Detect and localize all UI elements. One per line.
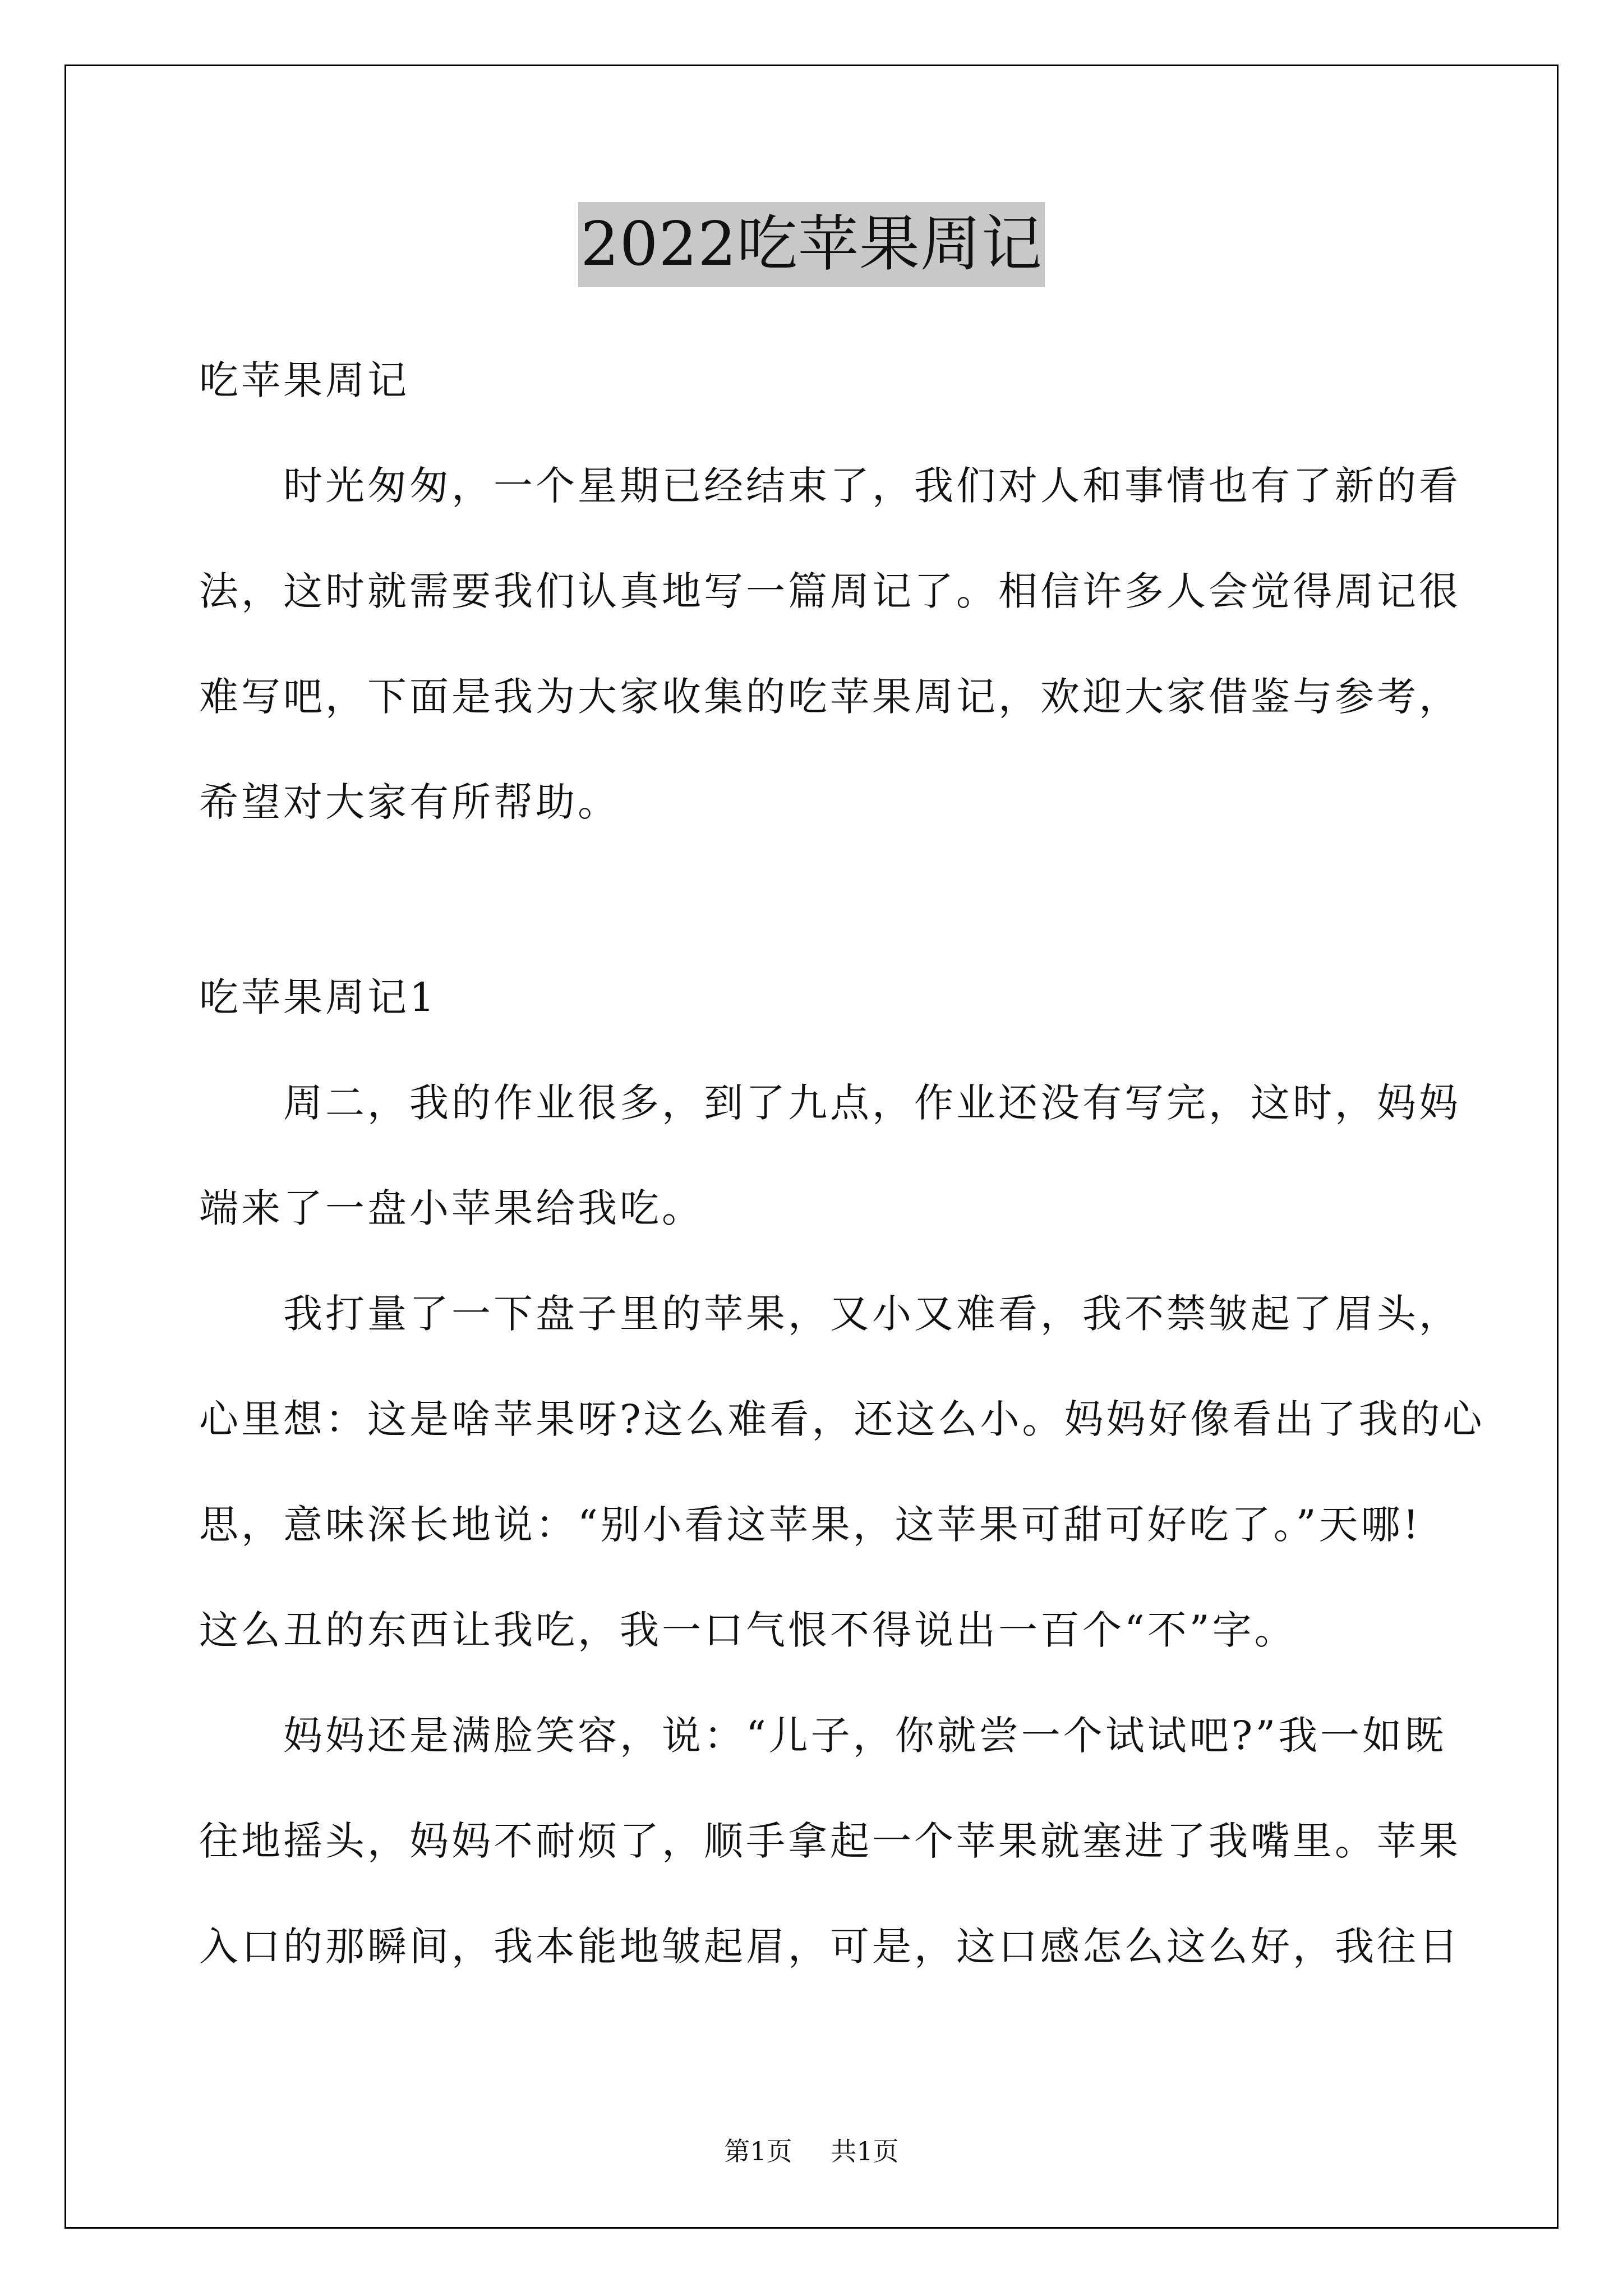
page-footer [0,2134,1623,2168]
document-body [199,339,1485,2011]
body-line: 端来了一盘小苹果给我吃。 [199,1185,704,1231]
section-spacer [199,867,1461,956]
body-line: 周二，我的作业很多，到了九点，作业还没有写完，这时，妈妈 [283,1080,1461,1126]
intro-line: 时光匆匆，一个星期已经结束了，我们对人和事情也有了新的看 [283,463,1461,509]
body-line: 往地摇头，妈妈不耐烦了，顺手拿起一个苹果就塞进了我嘴里。苹果 [199,1818,1461,1864]
body-line: 这么丑的东西让我吃，我一口气恨不得说出一百个“不”字。 [199,1607,1297,1653]
page-number: 第1页 [724,2136,792,2166]
intro-line: 难写吧，下面是我为大家收集的吃苹果周记，欢迎大家借鉴与参考， [199,674,1461,720]
body-line: 思，意味深长地说：“别小看这苹果，这苹果可甜可好吃了。”天哪! [199,1502,1422,1548]
body-line: 心里想：这是啥苹果呀?这么难看，还这么小。妈妈好像看出了我的心 [199,1396,1485,1442]
page-total: 共1页 [831,2136,899,2166]
title-container [0,202,1623,287]
subtitle: 吃苹果周记 [199,357,409,403]
body-line: 入口的那瞬间，我本能地皱起眉，可是，这口感怎么这么好，我往日 [199,1924,1461,1970]
section-heading: 吃苹果周记1 [199,974,437,1020]
body-line: 我打量了一下盘子里的苹果，又小又难看，我不禁皱起了眉头， [283,1291,1461,1337]
body-line: 妈妈还是满脸笑容，说：“儿子，你就尝一个试试吧?”我一如既 [283,1713,1447,1759]
document-title: 2022吃苹果周记 [578,202,1045,287]
intro-line: 法，这时就需要我们认真地写一篇周记了。相信许多人会觉得周记很 [199,568,1461,614]
intro-line: 希望对大家有所帮助。 [199,779,620,825]
